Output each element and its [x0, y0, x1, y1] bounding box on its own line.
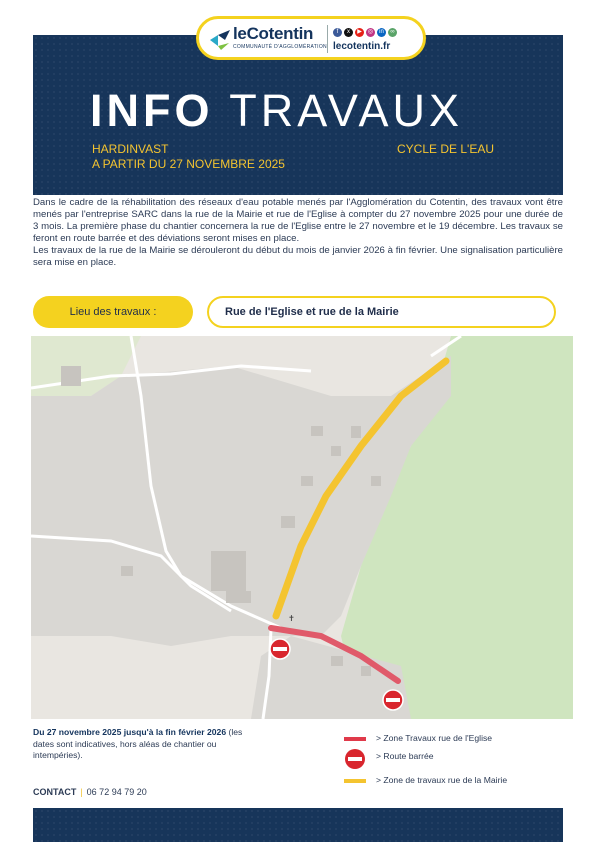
x-icon[interactable]: x [344, 28, 353, 37]
category-label: CYCLE DE L'EAU [397, 142, 494, 156]
linkedin-icon[interactable]: in [377, 28, 386, 37]
brand-name: leCotentin [233, 24, 314, 43]
town-block [92, 142, 285, 172]
logo-badge[interactable] [196, 16, 426, 60]
map-church-icon: ✝ [288, 614, 295, 623]
lecotentin-logo-icon [207, 26, 233, 52]
legend-text: > Route barrée [376, 751, 434, 761]
legend-text: > Zone de travaux rue de la Mairie [376, 775, 508, 785]
logo-divider [327, 25, 328, 53]
red-line-icon [344, 736, 366, 742]
dates-bold: Du 27 novembre 2025 jusqu'à la fin février 2026 [33, 727, 227, 737]
contact-label: CONTACT [33, 787, 77, 797]
intro-paragraph-2: Les travaux de la rue de la Mairie se dérouleront du début du mois de janvier 2026 à fin février. Une signalisation particulière sera mise en place. [33, 245, 563, 269]
contact-separator: | [80, 787, 83, 797]
title-bold: INFO [90, 85, 214, 136]
intro-paragraph-1: Dans le cadre de la réhabilitation des réseaux d'eau potable menés par l'Agglomération du Cotentin, des travaux vont être menés par l'entreprise SARC dans la rue de la Mairie et rue de l'Eglise à compter du 27 novembre 2025 pour une durée de 3 mois. La première phase du chantier concernera la rue de l'Eglise entre le 27 novembre et le 19 décembre. Les travaux se feront en route barrée et des déviations seront mises en place. [33, 197, 563, 245]
no-entry-icon [344, 748, 366, 770]
intro-text [33, 197, 563, 270]
legend-item-mairie [344, 773, 564, 793]
lieu-label: Lieu des travaux : [33, 296, 193, 328]
title-light: TRAVAUX [229, 85, 464, 136]
legend-item-barree [344, 749, 564, 769]
lieu-value: Rue de l'Eglise et rue de la Mairie [207, 296, 556, 328]
facebook-icon[interactable]: f [333, 28, 342, 37]
legend-text: > Zone Travaux rue de l'Eglise [376, 733, 493, 743]
youtube-icon[interactable]: ▶ [355, 28, 364, 37]
dates-note [33, 727, 243, 762]
dates-rest: (les dates sont indicatives, hors aléas de chantier ou intempéries). [33, 727, 243, 760]
website-link[interactable]: lecotentin.fr [333, 41, 391, 52]
contact-line [33, 787, 147, 797]
no-entry-icon [383, 690, 403, 710]
no-entry-icon [270, 639, 290, 659]
town-name: HARDINVAST [92, 142, 169, 156]
start-date: A PARTIR DU 27 NOVEMBRE 2025 [92, 157, 285, 171]
social-icons [333, 28, 397, 37]
legend-item-eglise [344, 731, 564, 751]
yellow-line-icon [344, 778, 366, 784]
footer-banner [33, 808, 563, 842]
instagram-icon[interactable]: ◎ [367, 29, 374, 35]
page-title [90, 85, 464, 136]
contact-phone[interactable]: 06 72 94 79 20 [86, 787, 147, 797]
works-map[interactable] [31, 336, 573, 719]
link-icon[interactable]: ∞ [388, 28, 397, 37]
brand-subtitle: COMMUNAUTÉ D'AGGLOMÉRATION [233, 44, 327, 50]
